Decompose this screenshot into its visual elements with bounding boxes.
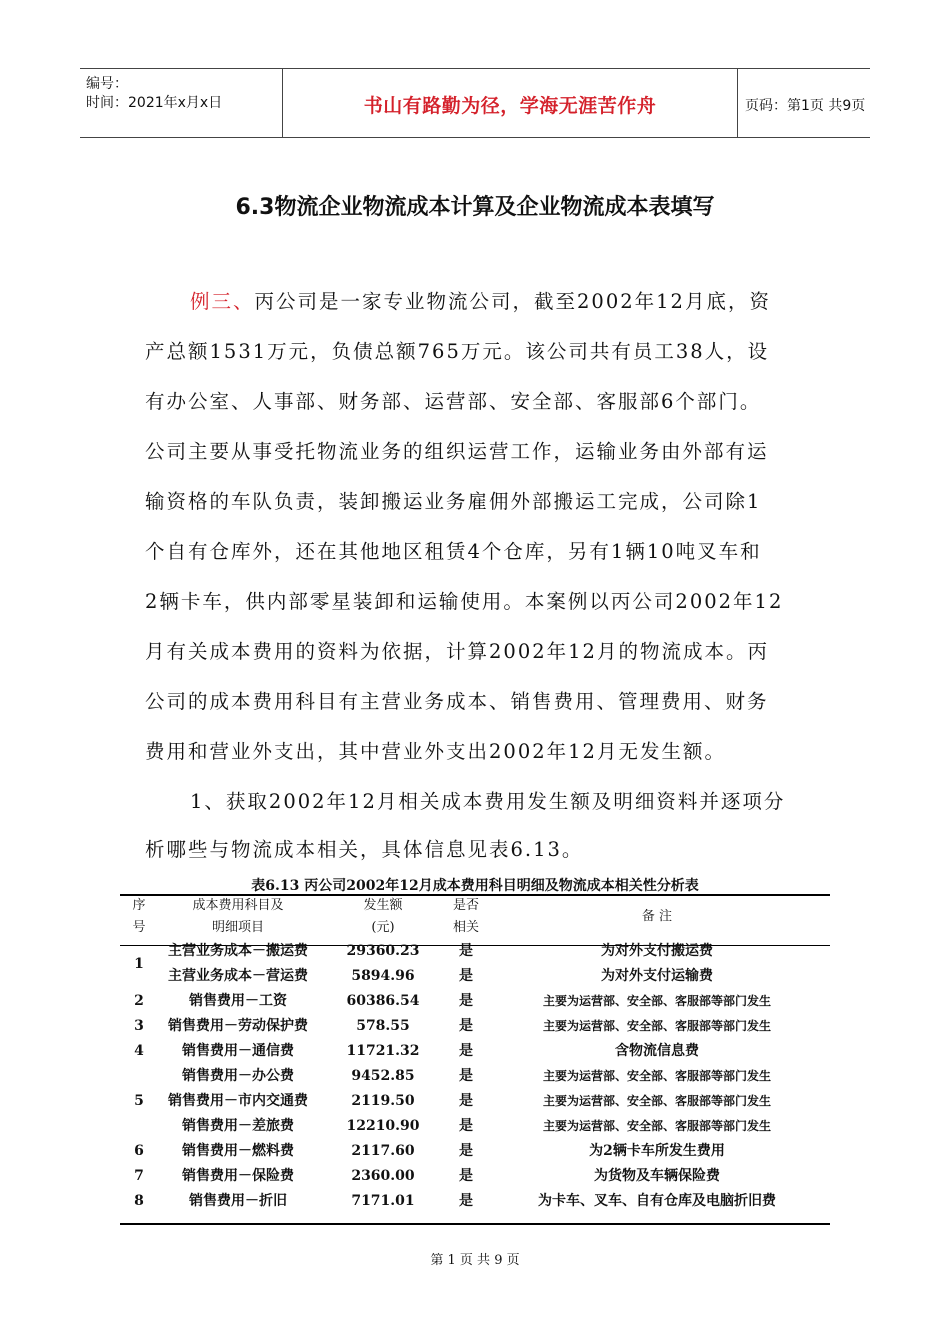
table-row <box>120 1064 830 1089</box>
paragraph-line: 月有关成本费用的资料为依据，计算2002年12月的物流成本。丙 <box>145 640 769 663</box>
table-header-row <box>120 895 830 939</box>
row-item: 销售费用－差旅费 <box>182 1118 294 1134</box>
paragraph-line: 费用和营业外支出，其中营业外支出2002年12月无发生额。 <box>145 740 726 763</box>
table-row <box>120 964 830 989</box>
header-item-line1: 成本费用科目及 <box>192 898 284 913</box>
row-item: 主营业务成本－搬运费 <box>168 943 308 959</box>
header-amount-line1: 发生额 <box>363 898 403 913</box>
header-page-cell <box>737 69 870 137</box>
table-row <box>120 1014 830 1039</box>
table-row <box>120 989 830 1014</box>
row-item: 销售费用－折旧 <box>189 1193 287 1209</box>
row-related: 是 <box>459 1018 473 1034</box>
row-related: 是 <box>459 1143 473 1159</box>
row-item: 销售费用－燃料费 <box>182 1143 294 1159</box>
row-remark: 为对外支付搬运费 <box>601 943 713 959</box>
paragraph-line-text: 丙公司是一家专业物流公司，截至2002年12月底，资 <box>254 290 771 313</box>
header-item-line2: 明细项目 <box>211 920 264 935</box>
row-related: 是 <box>459 1043 473 1059</box>
header-no <box>120 895 158 939</box>
page-footer: 第 1 页 共 9 页 <box>430 1253 520 1268</box>
header-no-line2: 号 <box>132 920 146 935</box>
row-remark: 主要为运营部、安全部、客服部等部门发生 <box>542 1019 771 1033</box>
row-amount: 5894.96 <box>351 968 415 984</box>
row-related: 是 <box>459 968 473 984</box>
row-item: 销售费用－市内交通费 <box>168 1093 308 1109</box>
table-row <box>120 1039 830 1064</box>
row-related: 是 <box>459 1118 473 1134</box>
page-info: 页码：第1页 共9页 <box>745 98 866 114</box>
row-no: 1 <box>134 955 144 972</box>
paragraph-line: 公司的成本费用科目有主营业务成本、销售费用、管理费用、财务 <box>145 690 769 713</box>
row-no: 5 <box>134 1093 144 1109</box>
row-item: 销售费用－保险费 <box>182 1168 294 1184</box>
step-line: 1、获取2002年12月相关成本费用发生额及明细资料并逐项分 <box>190 790 786 813</box>
header-meta-cell <box>80 69 282 137</box>
row-amount: 2360.00 <box>351 1168 415 1184</box>
table-bottom-rule <box>120 1223 830 1225</box>
row-item: 销售费用－劳动保护费 <box>168 1018 308 1034</box>
row-no: 3 <box>134 1018 144 1034</box>
header-motto-cell <box>282 69 738 137</box>
row-amount: 60386.54 <box>346 993 420 1009</box>
row-amount: 11721.32 <box>346 1043 420 1059</box>
row-remark: 为2辆卡车所发生费用 <box>589 1143 725 1159</box>
table-row <box>120 1139 830 1164</box>
table-row <box>120 939 830 964</box>
row-no: 4 <box>134 1043 144 1059</box>
paragraph-line <box>190 286 810 314</box>
header-amount <box>318 895 448 939</box>
row-related: 是 <box>459 943 473 959</box>
document-header <box>80 68 870 138</box>
row-remark: 含物流信息费 <box>615 1043 699 1059</box>
row-amount: 9452.85 <box>351 1068 415 1084</box>
row-remark: 主要为运营部、安全部、客服部等部门发生 <box>542 1094 771 1108</box>
code-label: 编号： <box>86 76 128 92</box>
row-remark: 为对外支付运输费 <box>601 968 713 984</box>
page-title: 6.3物流企业物流成本计算及企业物流成本表填写 <box>235 195 715 220</box>
header-related-line1: 是否 <box>452 898 479 913</box>
row-no: 2 <box>134 993 144 1009</box>
step-line: 析哪些与物流成本相关，具体信息见表6.13。 <box>145 838 584 861</box>
row-related: 是 <box>459 1193 473 1209</box>
header-remark: 备 注 <box>641 909 673 924</box>
row-amount: 7171.01 <box>351 1193 415 1209</box>
table-row <box>120 1189 830 1214</box>
header-related-line2: 相关 <box>452 920 479 935</box>
table-row <box>120 1089 830 1114</box>
row-remark: 为货物及车辆保险费 <box>594 1168 720 1184</box>
row-remark: 主要为运营部、安全部、客服部等部门发生 <box>542 994 771 1008</box>
row-remark: 主要为运营部、安全部、客服部等部门发生 <box>542 1119 771 1133</box>
row-no: 8 <box>134 1193 144 1209</box>
row-remark: 主要为运营部、安全部、客服部等部门发生 <box>542 1069 771 1083</box>
row-item: 主营业务成本－营运费 <box>168 968 308 984</box>
header-amount-line2: (元) <box>371 920 395 935</box>
row-related: 是 <box>459 1068 473 1084</box>
paragraph-line: 个自有仓库外，还在其他地区租赁4个仓库，另有1辆10吨叉车和 <box>145 540 762 563</box>
table-row <box>120 1164 830 1189</box>
row-no: 6 <box>134 1143 144 1159</box>
paragraph-line: 有办公室、人事部、财务部、运营部、安全部、客服部6个部门。 <box>145 390 762 413</box>
row-remark: 为卡车、叉车、自有仓库及电脑折旧费 <box>538 1193 776 1209</box>
header-related <box>448 895 484 939</box>
row-amount: 2117.60 <box>351 1143 415 1159</box>
paragraph-line: 产总额1531万元，负债总额765万元。该公司共有员工38人，设 <box>145 340 770 363</box>
motto: 书山有路勤为径，学海无涯苦作舟 <box>363 95 657 117</box>
paragraph-line: 2辆卡车，供内部零星装卸和运输使用。本案例以丙公司2002年12 <box>145 590 784 613</box>
row-amount: 578.55 <box>356 1018 410 1034</box>
table-row <box>120 1114 830 1139</box>
header-item <box>158 895 318 939</box>
row-related: 是 <box>459 1093 473 1109</box>
example-label: 例三、 <box>190 290 255 313</box>
row-no: 7 <box>134 1168 144 1184</box>
row-item: 销售费用－通信费 <box>182 1043 294 1059</box>
row-related: 是 <box>459 1168 473 1184</box>
paragraph-line: 输资格的车队负责，装卸搬运业务雇佣外部搬运工完成，公司除1 <box>145 490 762 513</box>
cost-table <box>120 895 830 1214</box>
paragraph-line: 公司主要从事受托物流业务的组织运营工作，运输业务由外部有运 <box>145 440 769 463</box>
header-no-line1: 序 <box>132 898 146 913</box>
row-item: 销售费用－工资 <box>189 993 287 1009</box>
row-amount: 2119.50 <box>351 1093 415 1109</box>
row-item: 销售费用－办公费 <box>182 1068 294 1084</box>
row-amount: 29360.23 <box>346 943 420 959</box>
table-caption: 表6.13 丙公司2002年12月成本费用科目明细及物流成本相关性分析表 <box>251 878 699 894</box>
date-label: 时间：2021年x月x日 <box>86 95 223 111</box>
row-amount: 12210.90 <box>346 1118 420 1134</box>
row-related: 是 <box>459 993 473 1009</box>
